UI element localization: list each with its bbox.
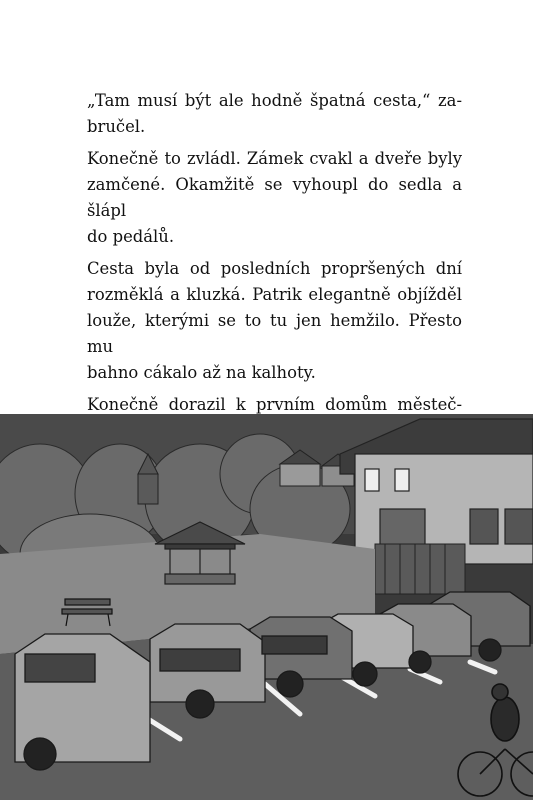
paragraph-1-line-2: bručel. xyxy=(87,117,146,136)
paragraph-3-line-1: Cesta byla od posledních propršených dní xyxy=(87,259,462,278)
street-parking-illustration xyxy=(0,414,533,800)
paragraph-3-line-4: bahno cákalo až na kalhoty. xyxy=(87,363,316,382)
paragraph-2-line-2: zamčené. Okamžitě se vyhoupl do sedla a šlápl xyxy=(87,175,462,220)
paragraph-3-line-2: rozměklá a kluzká. Patrik elegantně objížděl xyxy=(87,285,462,304)
paragraph-1-line-1: „Tam musí být ale hodně špatná cesta,“ za- xyxy=(87,91,462,110)
paragraph-2-line-1: Konečně to zvládl. Zámek cvakl a dveře byly xyxy=(87,149,462,168)
page-text xyxy=(87,88,462,444)
paragraph-4-line-1: Konečně dorazil k prvním domům městeč- xyxy=(87,395,462,414)
fence xyxy=(375,544,465,594)
large-house xyxy=(340,419,533,564)
paragraph-3-line-3: louže, kterými se to tu jen hemžilo. Přesto mu xyxy=(87,311,462,356)
illustration-drawing xyxy=(0,414,533,800)
paragraph-2-line-3: do pedálů. xyxy=(87,227,175,246)
church-tower xyxy=(138,474,158,504)
